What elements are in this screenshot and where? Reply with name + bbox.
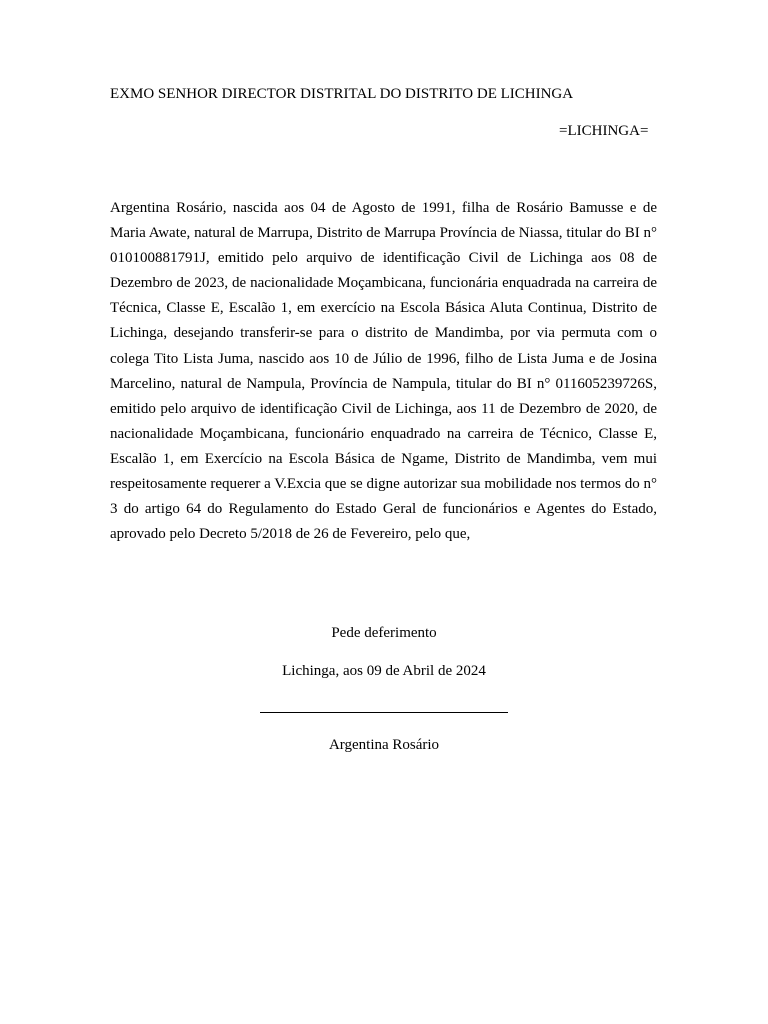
city-line: =LICHINGA=	[559, 123, 649, 139]
place-date-line: Lichinga, aos 09 de Abril de 2024	[282, 663, 486, 679]
request-body: Argentina Rosário, nascida aos 04 de Agosto de 1991, filha de Rosário Bamusse e de Maria Awate, natural de Marrupa, Distrito de Marrupa Província de Niassa, titular do BI n° 010100881791J, emitido pelo arquivo de identificação Civil de Lichinga aos 08 de Dezembro de 2023, de nacionalidade Moçambicana, funcionária enquadrada na carreira de Técnica, Classe E, Escalão 1, em exercício na Escola Básica Aluta Continua, Distrito de Lichinga, desejando transferir-se para o distrito de Mandimba, por via permuta com o colega Tito Lista Juma, nascido aos 10 de Júlio de 1996, filho de Lista Juma e de Josina Marcelino, natural de Nampula, Província de Nampula, titular do BI n° 011605239726S, emitido pelo arquivo de identificação Civil de Lichinga, aos 11 de Dezembro de 2020, de nacionalidade Moçambicana, funcionário enquadrado na carreira de Técnico, Classe E, Escalão 1, em Exercício na Escola Básica de Ngame, Distrito de Mandimba, vem mui respeitosamente requerer a V.Excia que se digne autorizar sua mobilidade nos termos do n° 3 do artigo 64 do Regulamento do Estado Geral de funcionários e Agentes do Estado, aprovado pelo Decreto 5/2018 de 26 de Fevereiro, pelo que,	[110, 200, 657, 543]
signer-name: Argentina Rosário	[328, 737, 440, 753]
addressee-line: EXMO SENHOR DIRECTOR DISTRITAL DO DISTRITO DE LICHINGA	[110, 86, 574, 102]
signature-line	[260, 712, 508, 713]
closing-line: Pede deferimento	[331, 625, 437, 641]
